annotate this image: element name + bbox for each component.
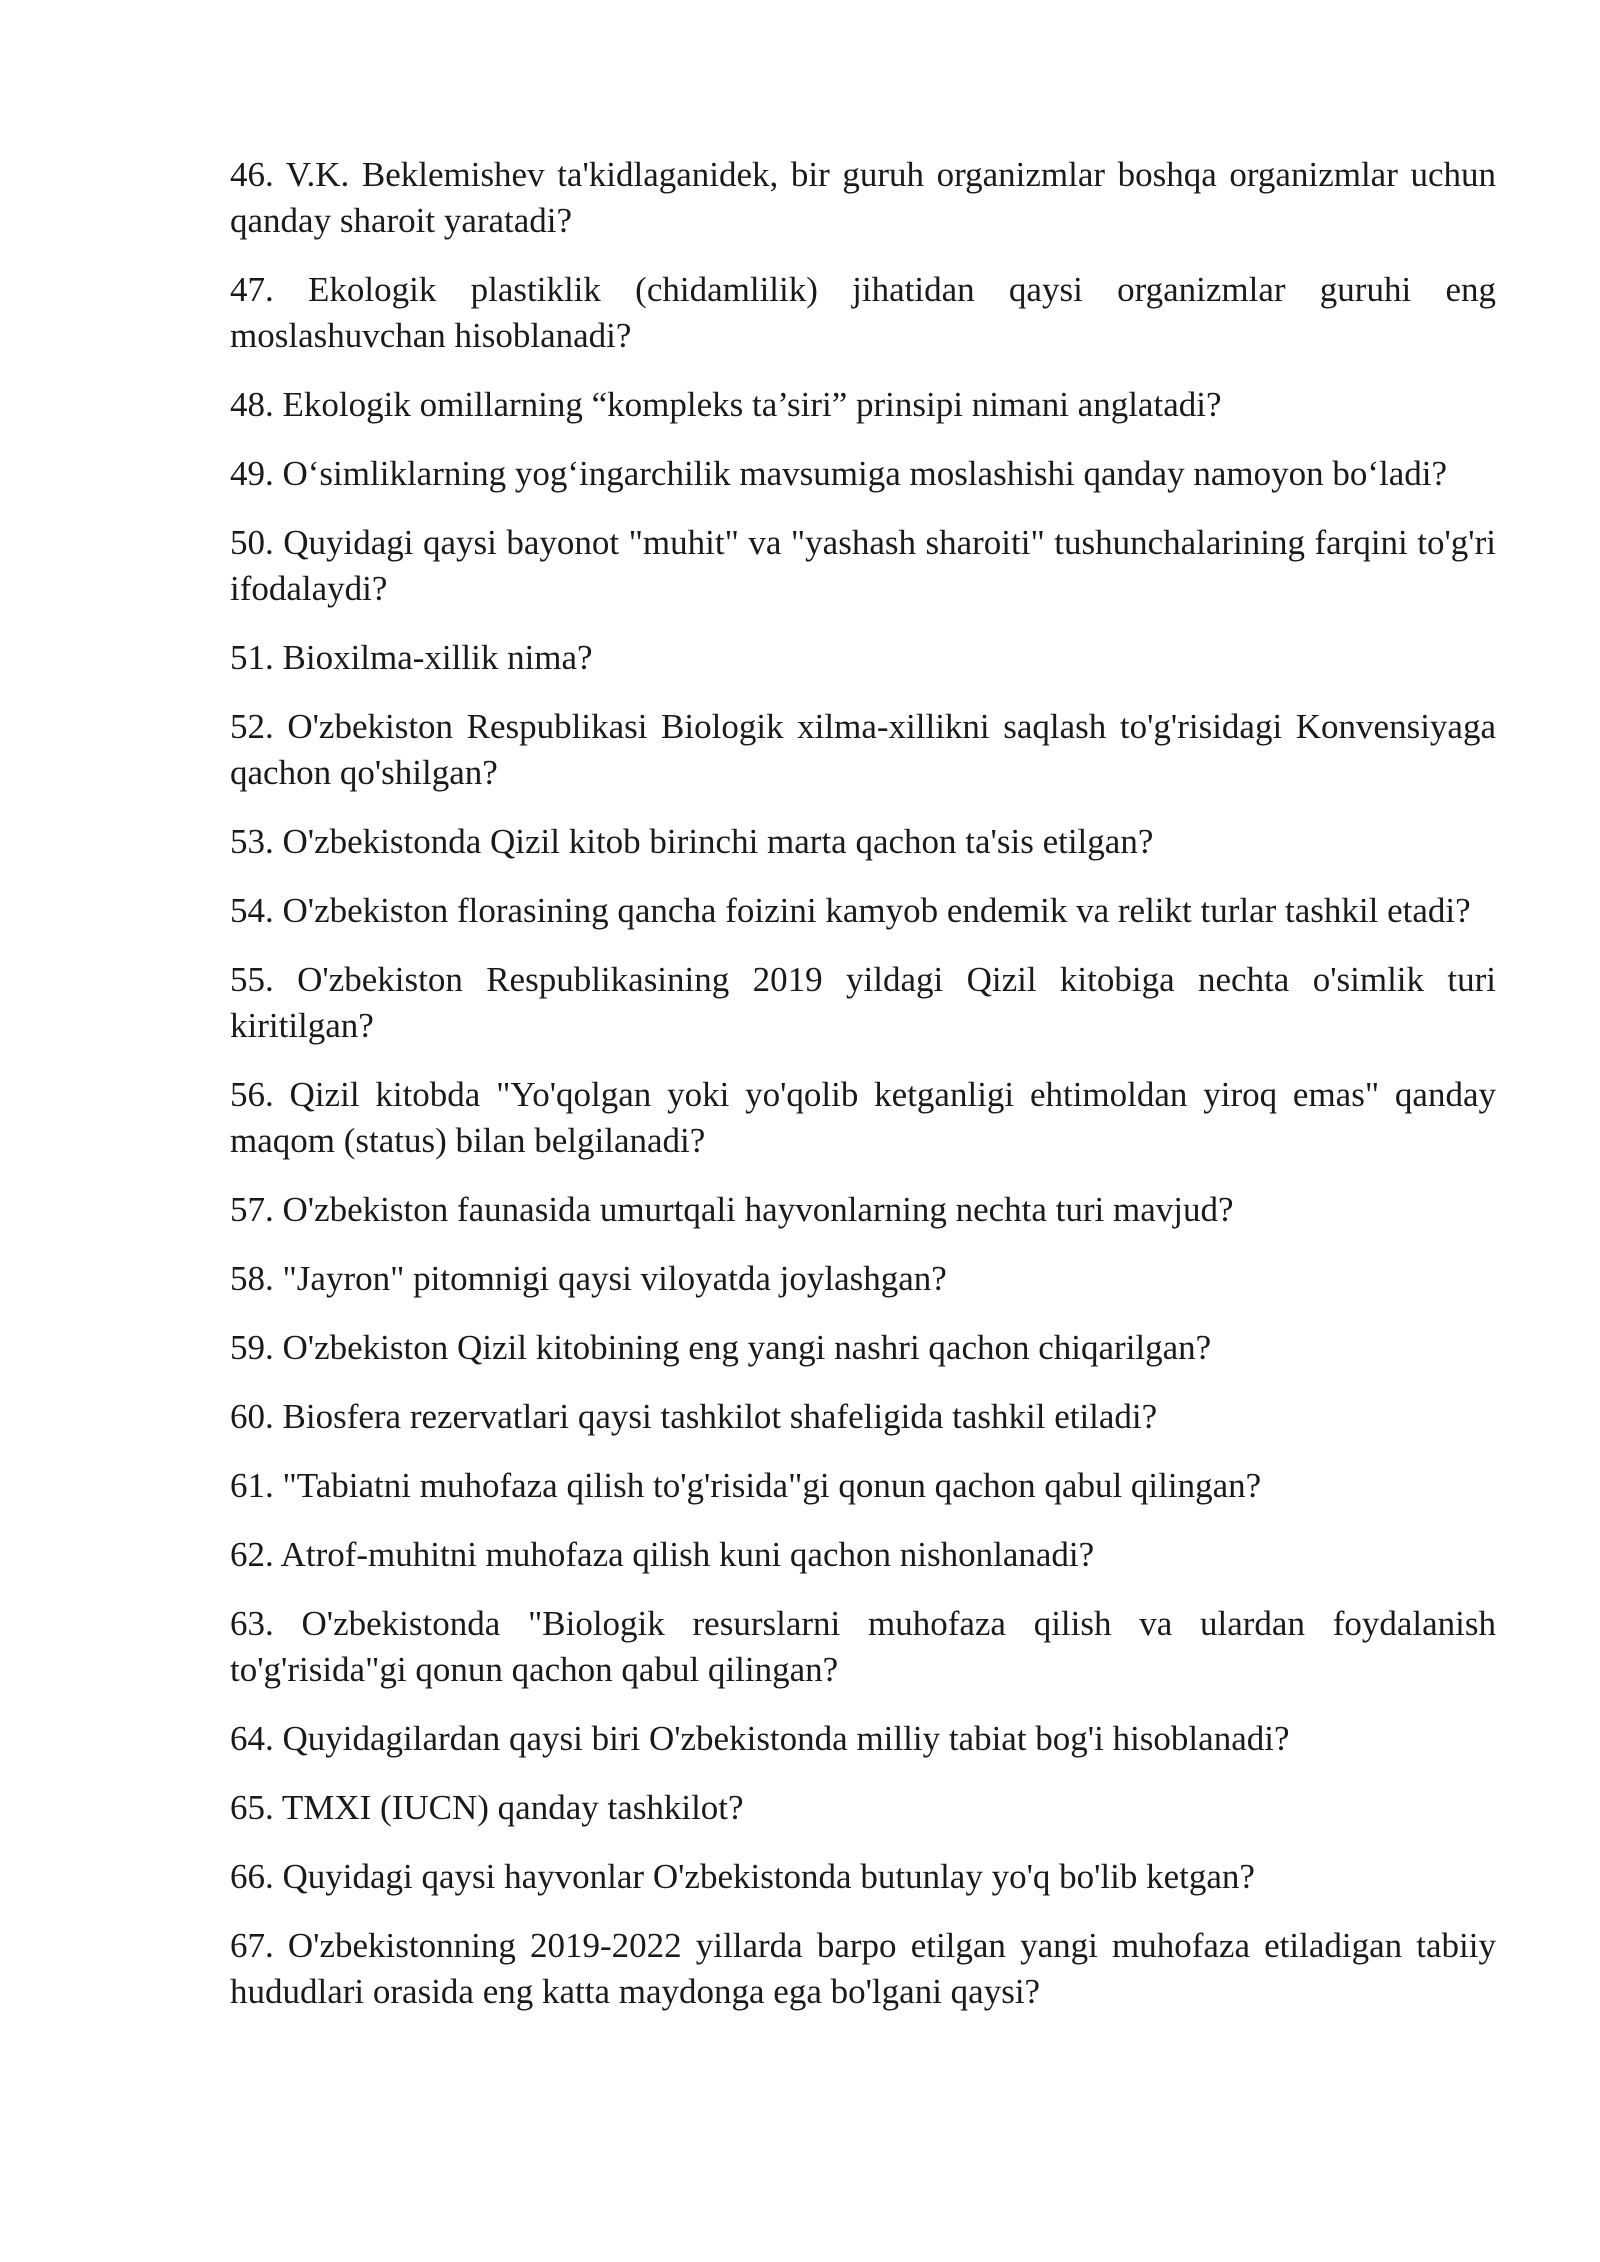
question-55: 55. O'zbekiston Respublikasining 2019 yildagi Qizil kitobiga nechta o'simlik turi kiritilgan? [230, 960, 1496, 1045]
question-46: 46. V.K. Beklemishev ta'kidlaganidek, bir guruh organizmlar boshqa organizmlar uchun qanday sharoit yaratadi? [230, 155, 1496, 240]
question-51: 51. Bioxilma-xillik nima? [230, 638, 593, 677]
question-54: 54. O'zbekiston florasining qancha foizini kamyob endemik va relikt turlar tashkil etadi? [230, 891, 1471, 930]
question-66: 66. Quyidagi qaysi hayvonlar O'zbekistonda butunlay yo'q bo'lib ketgan? [230, 1857, 1255, 1896]
question-62: 62. Atrof-muhitni muhofaza qilish kuni qachon nishonlanadi? [230, 1535, 1095, 1574]
question-47: 47. Ekologik plastiklik (chidamlilik) jihatidan qaysi organizmlar guruhi eng moslashuvchan hisoblanadi? [230, 270, 1496, 355]
question-60: 60. Biosfera rezervatlari qaysi tashkilot shafeligida tashkil etiladi? [230, 1397, 1158, 1436]
question-50: 50. Quyidagi qaysi bayonot "muhit" va "yashash sharoiti" tushunchalarining farqini to'g'ri ifodalaydi? [230, 523, 1496, 608]
question-56: 56. Qizil kitobda "Yo'qolgan yoki yo'qolib ketganligi ehtimoldan yiroq emas" qanday maqom (status) bilan belgilanadi? [230, 1075, 1496, 1160]
question-58: 58. "Jayron" pitomnigi qaysi viloyatda joylashgan? [230, 1259, 947, 1298]
question-49: 49. O‘simliklarning yog‘ingarchilik mavsumiga moslashishi qanday namoyon bo‘ladi? [230, 454, 1448, 493]
question-67: 67. O'zbekistonning 2019-2022 yillarda barpo etilgan yangi muhofaza etiladigan tabiiy hududlari orasida eng katta maydonga ega bo'lgani qaysi? [230, 1926, 1496, 2011]
question-53: 53. O'zbekistonda Qizil kitob birinchi marta qachon ta'sis etilgan? [230, 822, 1154, 861]
question-57: 57. O'zbekiston faunasida umurtqali hayvonlarning nechta turi mavjud? [230, 1190, 1234, 1229]
document-page [230, 152, 1496, 2038]
question-52: 52. O'zbekiston Respublikasi Biologik xilma-xillikni saqlash to'g'risidagi Konvensiyaga qachon qo'shilgan? [230, 707, 1496, 792]
question-59: 59. O'zbekiston Qizil kitobining eng yangi nashri qachon chiqarilgan? [230, 1328, 1212, 1367]
question-48: 48. Ekologik omillarning “kompleks ta’siri” prinsipi nimani anglatadi? [230, 385, 1222, 424]
question-65: 65. TMXI (IUCN) qanday tashkilot? [230, 1788, 744, 1827]
question-64: 64. Quyidagilardan qaysi biri O'zbekistonda milliy tabiat bog'i hisoblanadi? [230, 1719, 1290, 1758]
question-61: 61. "Tabiatni muhofaza qilish to'g'risida"gi qonun qachon qabul qilingan? [230, 1466, 1262, 1505]
question-63: 63. O'zbekistonda "Biologik resurslarni muhofaza qilish va ulardan foydalanish to'g'risida"gi qonun qachon qabul qilingan? [230, 1604, 1496, 1689]
